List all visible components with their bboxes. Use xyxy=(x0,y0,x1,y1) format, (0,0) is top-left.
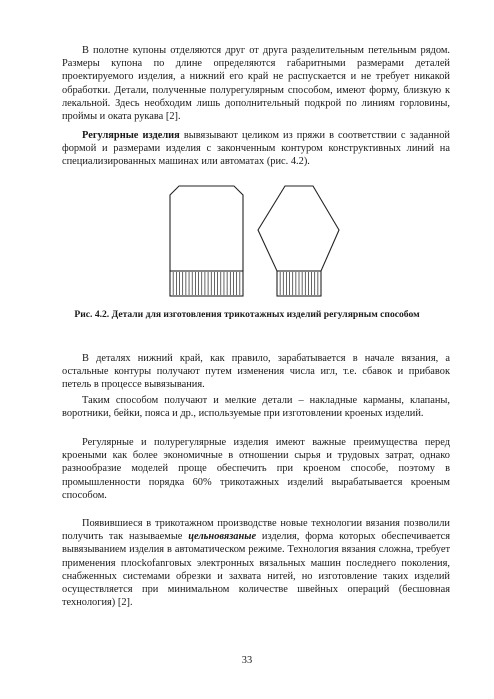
paragraph-seamless xyxy=(62,517,450,609)
figure-knit-details xyxy=(160,185,342,297)
paragraph-regular-items xyxy=(62,129,450,169)
term-seamless: цельновязаные xyxy=(188,531,257,543)
figure-part-left xyxy=(170,186,243,296)
paragraph-seamless-text-b: изделия, форма которых обеспечивается вывязыванием изделия в автоматическом режиме. Технология вязания сложна, требует применения плосkofanговых электронных вязальных машин последнего поколения, снабженных системами обрезки и захвата нитей, но изготовление таких изделий осуществляется при минимальном количестве швейных операций (бесшовная технология) [2]. xyxy=(62,531,450,609)
paragraph-seamless-text-a: Появившиеся в трикотажном производстве новые технологии вязания позволили получить так называемые xyxy=(62,518,450,543)
term-regular-items: Регулярные изделия xyxy=(82,130,180,141)
figure-caption: Рис. 4.2. Детали для изготовления трикотажных изделий регулярным способом xyxy=(74,309,420,320)
page-number: 33 xyxy=(241,655,253,666)
paragraph-coupons: В полотне купоны отделяются друг от друга разделительным петельным рядом. Размеры купона по длине определяются габаритными размерами деталей проектируемого изделия, а нижний его край не распускается и не требует никакой обработки. Детали, полученные полурегулярным способом, имеют форму, близкую к лекальной. Здесь необходим лишь дополнительный подкрой по линиям горловины, проймы и оката рукава [2]. xyxy=(62,45,450,123)
paragraph-lower-edge: В деталях нижний край, как правило, зарабатывается в начале вязания, а остальные контуры получают путем изменения числа игл, т.е. сбавок и прибавок петель в процессе вывязывания. xyxy=(62,353,450,391)
figure-part-right xyxy=(258,186,339,296)
paragraph-regular-items-text: вывязывают целиком из пряжи в соответствии с заданной формой и размерами изделия с законченным контуром конструктивных линий на специализированных машинах или автоматах (рис. 4.2). xyxy=(62,130,450,168)
paragraph-small-details: Таким способом получают и мелкие детали – накладные карманы, клапаны, воротники, бейки, пояса и др., используемые при изготовлении кроеных изделий. xyxy=(62,395,450,420)
paragraph-advantages: Регулярные и полурегулярные изделия имеют важные преимущества перед кроеными как более экономичные в отношении сырья и трудовых затрат, однако разнообразие моделей проще обеспечить при кроеном способе, поэтому в промышленности порядка 60% трикотажных изделий вырабатывается кроеным способом. xyxy=(62,437,450,501)
